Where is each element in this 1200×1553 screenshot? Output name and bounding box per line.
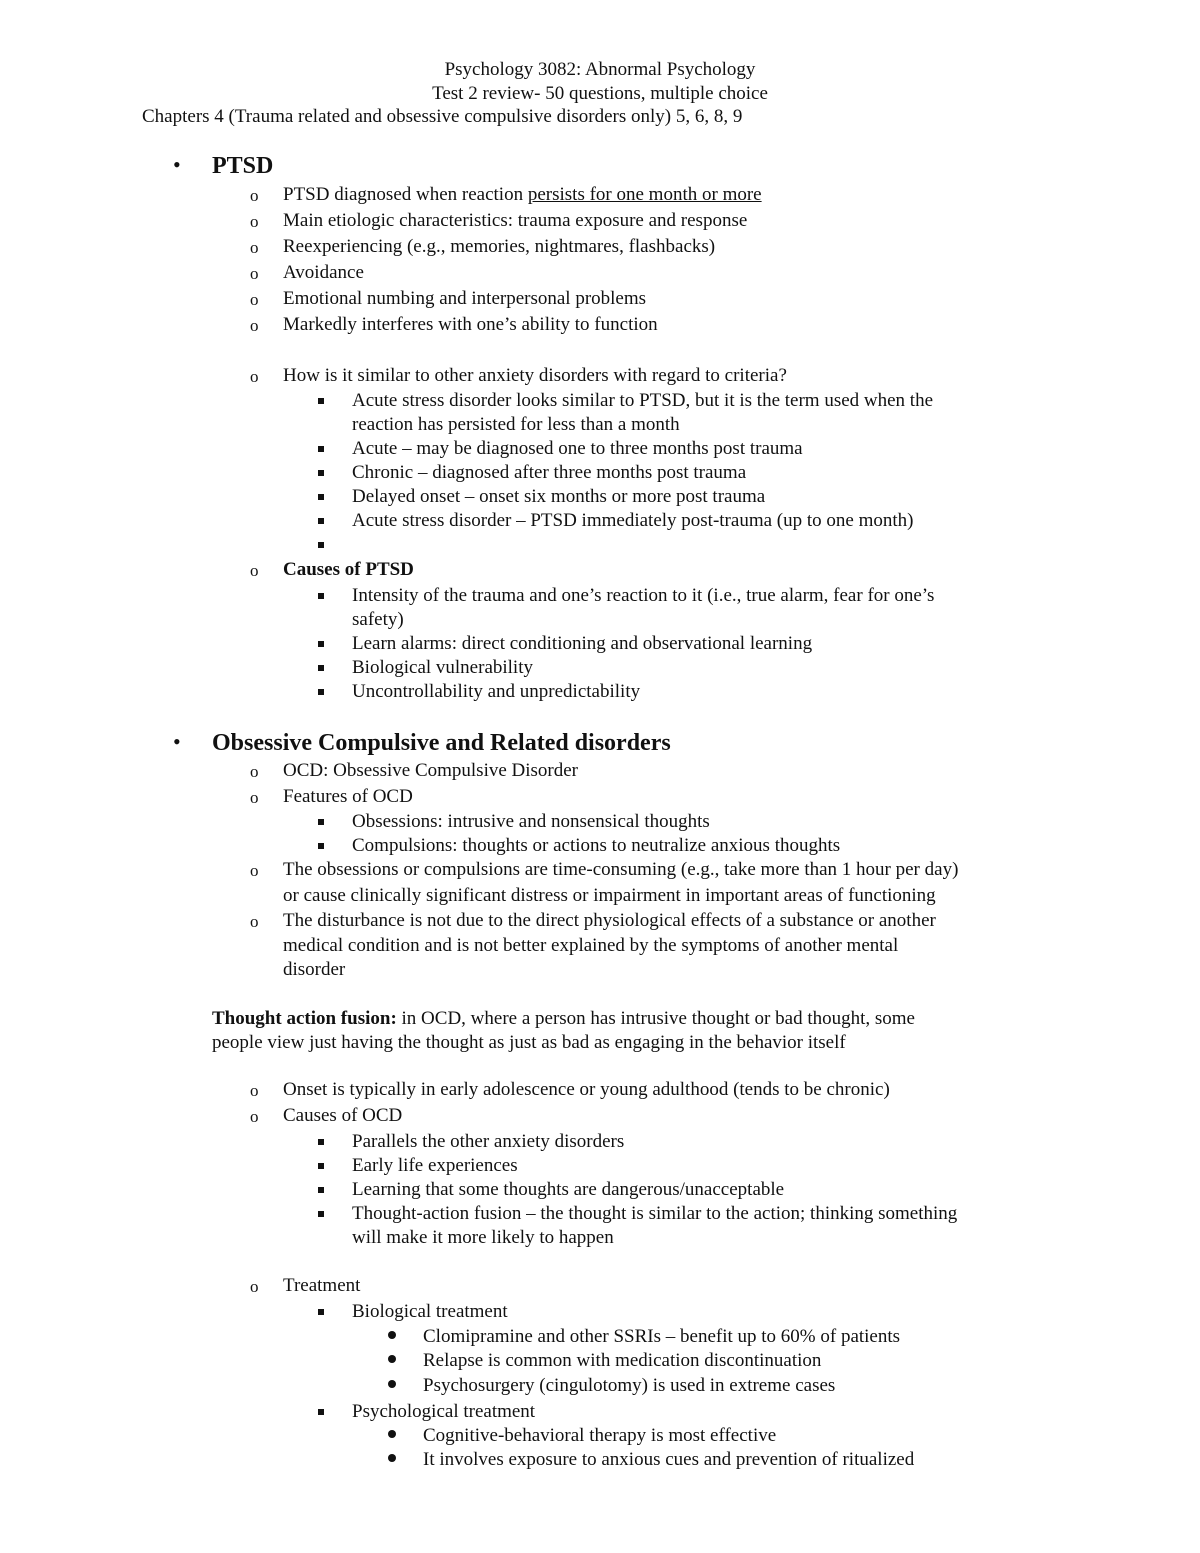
taf-paragraph-cont: people view just having the thought as just as bad as engaging in the behavior itself xyxy=(212,1032,846,1053)
square-bullet-icon xyxy=(318,542,324,548)
square-bullet-icon xyxy=(318,1139,324,1145)
square-bullet-icon xyxy=(318,446,324,452)
o-bullet-icon: o xyxy=(250,238,259,257)
ptsd-cause-item: Uncontrollability and unpredictability xyxy=(352,681,641,702)
square-bullet-icon xyxy=(318,689,324,695)
ptsd-cause-item: Learn alarms: direct conditioning and observational learning xyxy=(352,633,813,654)
o-bullet-icon: o xyxy=(250,316,259,335)
ptsd-item: Emotional numbing and interpersonal problems xyxy=(283,288,647,309)
document-header xyxy=(0,58,1200,127)
bullet-icon: • xyxy=(173,152,181,177)
ptsd-cause-item-cont: safety) xyxy=(352,609,404,630)
ptsd-similar-item-cont: reaction has persisted for less than a month xyxy=(352,414,680,435)
square-bullet-icon xyxy=(318,843,324,849)
ocd-item: OCD: Obsessive Compulsive Disorder xyxy=(283,760,579,781)
ocd-cause-item: Learning that some thoughts are dangerous/unacceptable xyxy=(352,1179,785,1200)
taf-paragraph: Thought action fusion: in OCD, where a person has intrusive thought or bad thought, some xyxy=(212,1008,915,1029)
ocd-item: Treatment xyxy=(283,1275,361,1296)
ocd-item: Features of OCD xyxy=(283,786,413,807)
o-bullet-icon: o xyxy=(250,1081,259,1100)
psych-treatment-item: It involves exposure to anxious cues and prevention of ritualized xyxy=(423,1449,915,1470)
o-bullet-icon: o xyxy=(250,186,259,205)
o-bullet-icon: o xyxy=(250,1107,259,1126)
o-bullet-icon: o xyxy=(250,762,259,781)
ptsd-cause-item: Biological vulnerability xyxy=(352,657,533,678)
ocd-cause-item-cont: will make it more likely to happen xyxy=(352,1227,614,1248)
bio-treatment-item: Clomipramine and other SSRIs – benefit up to 60% of patients xyxy=(423,1326,901,1347)
section-title-ocd: Obsessive Compulsive and Related disorders xyxy=(212,730,671,756)
ptsd-similar-question: How is it similar to other anxiety disorders with regard to criteria? xyxy=(283,365,787,386)
treatment-item: Biological treatment xyxy=(352,1301,508,1322)
ptsd-similar-item: Acute stress disorder – PTSD immediately post-trauma (up to one month) xyxy=(352,510,914,531)
bio-treatment-item: Relapse is common with medication discontinuation xyxy=(423,1350,822,1371)
o-bullet-icon: o xyxy=(250,561,259,580)
course-title: Psychology 3082: Abnormal Psychology xyxy=(444,59,756,80)
square-bullet-icon xyxy=(318,1409,324,1415)
bio-treatment-item: Psychosurgery (cingulotomy) is used in extreme cases xyxy=(423,1375,836,1396)
square-bullet-icon xyxy=(318,1211,324,1217)
ocd-feature-item: Obsessions: intrusive and nonsensical thoughts xyxy=(352,811,710,832)
o-bullet-icon: o xyxy=(250,788,259,807)
dot-bullet-icon xyxy=(388,1454,396,1462)
square-bullet-icon xyxy=(318,494,324,500)
dot-bullet-icon xyxy=(388,1430,396,1438)
square-bullet-icon xyxy=(318,641,324,647)
ocd-item-cont: medical condition and is not better explained by the symptoms of another mental xyxy=(283,935,899,956)
ocd-item-cont: disorder xyxy=(283,959,346,980)
ptsd-causes-title: Causes of PTSD xyxy=(283,559,414,580)
square-bullet-icon xyxy=(318,1309,324,1315)
ocd-cause-item: Early life experiences xyxy=(352,1155,518,1176)
ptsd-cause-item: Intensity of the trauma and one’s reaction to it (i.e., true alarm, fear for one’s xyxy=(352,585,935,606)
ocd-item-cont: or cause clinically significant distress or impairment in important areas of functioning xyxy=(283,885,936,906)
o-bullet-icon: o xyxy=(250,912,259,931)
ocd-item: Onset is typically in early adolescence or young adulthood (tends to be chronic) xyxy=(283,1079,890,1100)
dot-bullet-icon xyxy=(388,1331,396,1339)
dot-bullet-icon xyxy=(388,1355,396,1363)
o-bullet-icon: o xyxy=(250,367,259,386)
ocd-cause-item: Parallels the other anxiety disorders xyxy=(352,1131,625,1152)
o-bullet-icon: o xyxy=(250,212,259,231)
o-bullet-icon: o xyxy=(250,1277,259,1296)
square-bullet-icon xyxy=(318,398,324,404)
ptsd-item: Markedly interferes with one’s ability to function xyxy=(283,314,658,335)
ptsd-item: Reexperiencing (e.g., memories, nightmares, flashbacks) xyxy=(283,236,716,257)
psych-treatment-item: Cognitive-behavioral therapy is most effective xyxy=(423,1425,777,1446)
ocd-cause-item: Thought-action fusion – the thought is similar to the action; thinking something xyxy=(352,1203,958,1224)
ptsd-similar-item: Delayed onset – onset six months or more post trauma xyxy=(352,486,766,507)
o-bullet-icon: o xyxy=(250,264,259,283)
ptsd-similar-item: Acute stress disorder looks similar to PTSD, but it is the term used when the xyxy=(352,390,934,411)
o-bullet-icon: o xyxy=(250,290,259,309)
square-bullet-icon xyxy=(318,593,324,599)
ptsd-similar-item: Chronic – diagnosed after three months post trauma xyxy=(352,462,747,483)
square-bullet-icon xyxy=(318,470,324,476)
bullet-icon: • xyxy=(173,729,181,754)
square-bullet-icon xyxy=(318,1187,324,1193)
o-bullet-icon: o xyxy=(250,861,259,880)
treatment-item: Psychological treatment xyxy=(352,1401,536,1422)
test-info: Test 2 review- 50 questions, multiple choice xyxy=(432,82,768,104)
ocd-item: Causes of OCD xyxy=(283,1105,403,1126)
ocd-feature-item: Compulsions: thoughts or actions to neutralize anxious thoughts xyxy=(352,835,841,856)
square-bullet-icon xyxy=(318,819,324,825)
ocd-item: The obsessions or compulsions are time-consuming (e.g., take more than 1 hour per day) xyxy=(283,859,959,880)
ptsd-similar-item: Acute – may be diagnosed one to three months post trauma xyxy=(352,438,803,459)
ptsd-item: Avoidance xyxy=(283,262,364,283)
dot-bullet-icon xyxy=(388,1380,396,1388)
ptsd-item: PTSD diagnosed when reaction persists for one month or more xyxy=(283,184,762,205)
section-title-ptsd: PTSD xyxy=(212,153,274,179)
ptsd-item: Main etiologic characteristics: trauma exposure and response xyxy=(283,210,748,231)
chapters-line: Chapters 4 (Trauma related and obsessive compulsive disorders only) 5, 6, 8, 9 xyxy=(142,106,743,127)
square-bullet-icon xyxy=(318,1163,324,1169)
ocd-item: The disturbance is not due to the direct physiological effects of a substance or another xyxy=(283,910,936,931)
square-bullet-icon xyxy=(318,518,324,524)
square-bullet-icon xyxy=(318,665,324,671)
